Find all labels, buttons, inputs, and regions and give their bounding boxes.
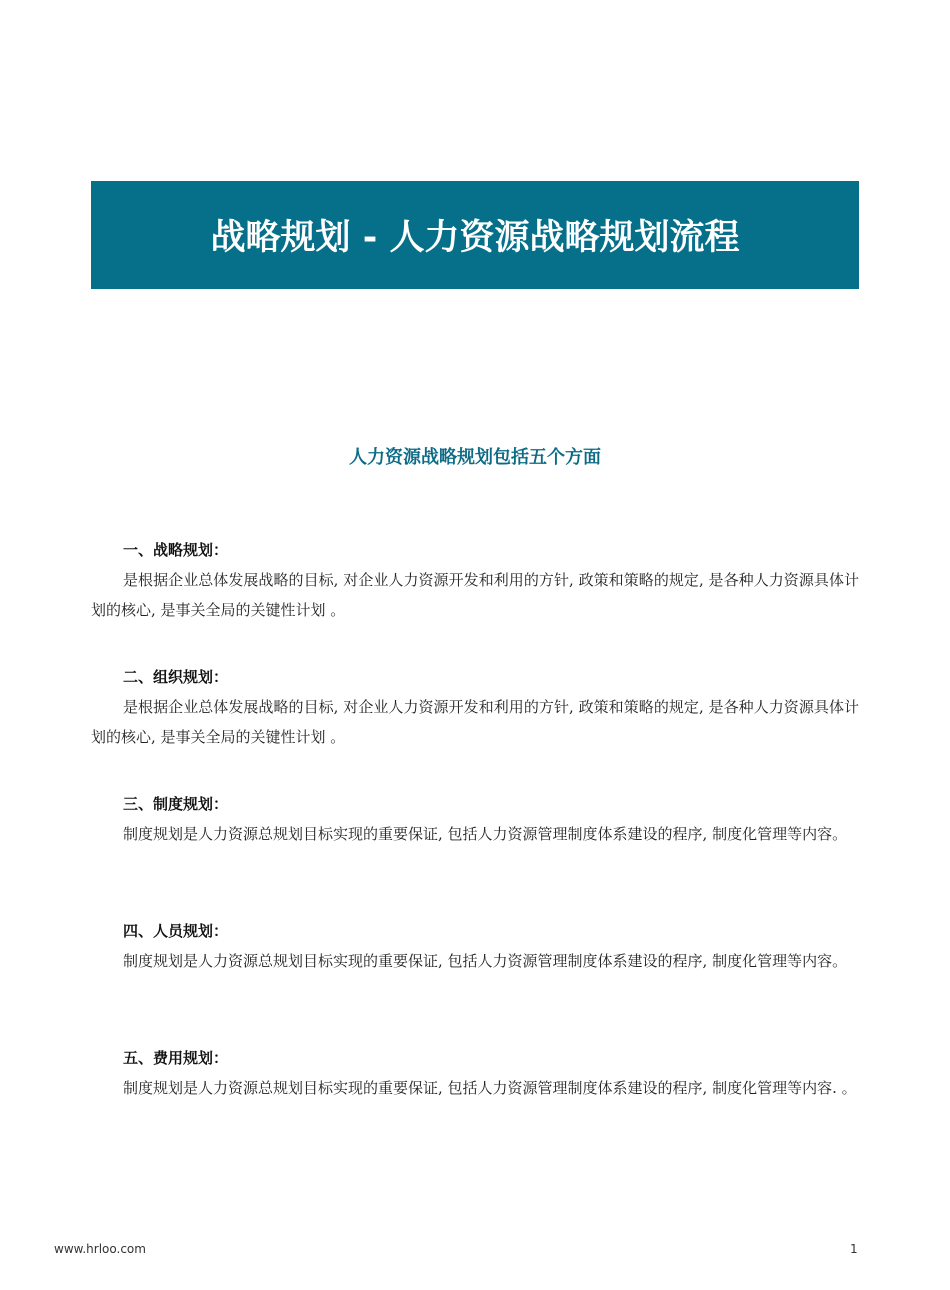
section-heading: 五、费用规划： — [123, 1049, 229, 1067]
section-body: 制度规划是人力资源总规划目标实现的重要保证, 包括人力资源管理制度体系建设的程序, 制度化管理等内容。 — [123, 952, 848, 970]
section-body: 是根据企业总体发展战略的目标, 对企业人力资源开发和利用的方针, 政策和策略的规定, 是各种人力资源具体计划的核心, 是事关全局的关键性计划 。 — [91, 698, 859, 746]
section-policy — [91, 793, 859, 849]
title-banner — [91, 181, 859, 289]
section-heading: 三、制度规划： — [123, 795, 229, 813]
section-strategy — [91, 539, 859, 625]
section-organization — [91, 666, 859, 752]
section-heading: 二、组织规划： — [123, 668, 229, 686]
section-body: 是根据企业总体发展战略的目标, 对企业人力资源开发和利用的方针, 政策和策略的规定, 是各种人力资源具体计划的核心, 是事关全局的关键性计划 。 — [91, 571, 859, 619]
section-body: 制度规划是人力资源总规划目标实现的重要保证, 包括人力资源管理制度体系建设的程序, 制度化管理等内容。 — [123, 825, 848, 843]
page-number: 1 — [850, 1242, 858, 1256]
section-subtitle: 人力资源战略规划包括五个方面 — [349, 447, 601, 468]
section-heading: 一、战略规划： — [123, 541, 229, 559]
section-cost — [91, 1047, 859, 1103]
footer-url: www.hrloo.com — [54, 1242, 146, 1256]
section-heading: 四、人员规划： — [123, 922, 229, 940]
section-personnel — [91, 920, 859, 976]
page-title: 战略规划 - 人力资源战略规划流程 — [210, 218, 740, 258]
section-body: 制度规划是人力资源总规划目标实现的重要保证, 包括人力资源管理制度体系建设的程序, 制度化管理等内容. 。 — [123, 1079, 857, 1097]
